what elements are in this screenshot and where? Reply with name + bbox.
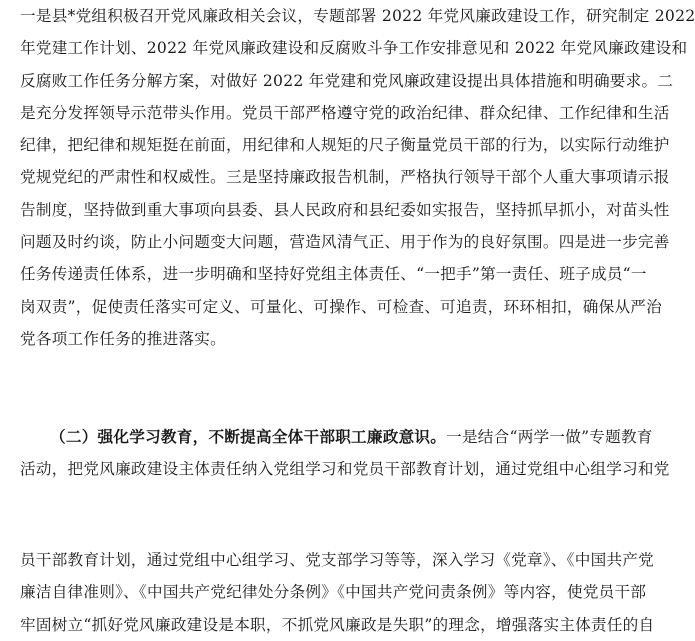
section-heading: （二）强化学习教育，不断提高全体干部职工廉政意识。 <box>50 427 447 446</box>
text-line: 党各项工作任务的推进落实。 <box>20 329 226 348</box>
text-line: 牢固树立“抓好党风廉政建设是本职，不抓党风廉政是失职”的理念，增强落实主体责任的自 <box>20 615 655 634</box>
text-line: 问题及时约谈，防止小问题变大问题，营造风清气正、用于作为的良好氛围。四是进一步完善 <box>20 233 670 252</box>
text-line: 纪律，把纪律和规矩挺在前面，用纪律和人规矩的尺子衡量党员干部的行为，以实际行动维护 <box>20 136 670 155</box>
text-line: 党规党纪的严肃性和权威性。三是坚持廉政报告机制，严格执行领导干部个人重大事项请示报 <box>20 168 670 187</box>
text-line <box>20 421 653 453</box>
text-line: 反腐败工作任务分解方案，对做好 2022 年党建和党风廉政建设提出具体措施和明确要求。二 <box>20 71 674 90</box>
text-line: 一是县*党组积极召开党风廉政相关会议，专题部署 2022 年党风廉政建设工作，研究制定 2022 <box>20 7 695 25</box>
paragraph-continuation <box>20 544 655 641</box>
text-line: 岗双责”，促使责任落实可定义、可量化、可操作、可检查、可追责，环环相扣，确保从严治 <box>20 297 662 316</box>
text-line: 活动，把党风廉政建设主体责任纳入党组学习和党员干部教育计划，通过党组中心组学习和党 <box>20 460 670 479</box>
text-line: 员干部教育计划，通过党组中心组学习、党支部学习等等，深入学习《党章》、《中国共产党 <box>20 551 654 569</box>
text-line: 廉洁自律准则》、《中国共产党纪律处分条例》《中国共产党问责条例》等内容，使党员干部 <box>20 583 647 602</box>
heading-continuation: 一是结合“两学一做”专题教育 <box>446 428 653 446</box>
text-line: 年党建工作计划、2022 年党风廉政建设和反腐败斗争工作安排意见和 2022 年党风廉政建设和 <box>20 39 688 58</box>
text-line: 任务传递责任体系，进一步明确和坚持好党组主体责任、“一把手”第一责任、班子成员“一 <box>20 265 647 284</box>
text-line: 是充分发挥领导示范带头作用。党员干部严格遵守党的政治纪律、群众纪律、工作纪律和生活 <box>20 103 670 122</box>
paragraph-study-education <box>20 421 670 486</box>
paragraph-measures <box>20 0 695 355</box>
text-line: 告制度，坚持做到重大事项向县委、县人民政府和县纪委如实报告，坚持抓早抓小，对苗头性 <box>20 200 670 219</box>
